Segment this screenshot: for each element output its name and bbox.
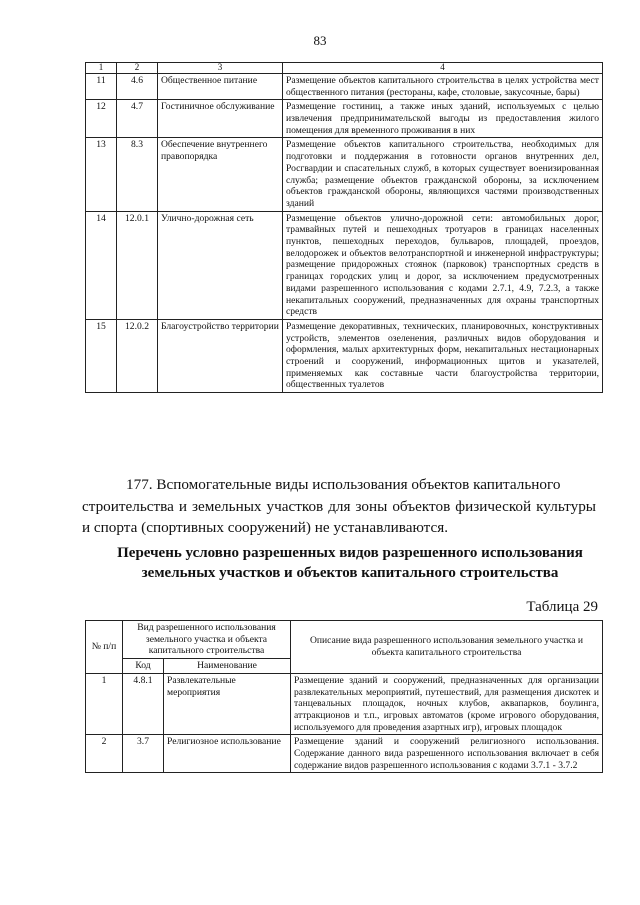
column-header-3: 3	[158, 63, 283, 74]
row-code: 8.3	[117, 138, 158, 211]
table-row	[86, 138, 603, 211]
row-name: Улично-дорожная сеть	[158, 211, 283, 319]
row-number: 1	[86, 673, 123, 735]
row-description: Размещение декоративных, технических, планировочных, конструктивных устройств, элементов озеленения, различных видов оборудования и оформления, малых архитектурных форм, некапитальных нестационарных строений и сооружений, информационных щитов и указателей, применяемых как составные части благоустройства территории, общественных туалетов	[283, 319, 603, 392]
paragraph-first-line: 177. Вспомогательные виды использования объектов капитального	[126, 476, 561, 493]
row-number: 15	[86, 319, 117, 392]
row-description: Размещение объектов капитального строительства в целях устройства мест общественного питания (рестораны, кафе, столовые, закусочные, бары)	[283, 73, 603, 99]
row-number: 12	[86, 100, 117, 138]
heading-line-1: Перечень условно разрешенных видов разрешенного использования	[117, 545, 583, 561]
row-code: 4.6	[117, 73, 158, 99]
row-code: 4.8.1	[123, 673, 164, 735]
table-row	[86, 319, 603, 392]
row-description: Размещение гостиниц, а также иных зданий, используемых с целью извлечения предпринимательской выгоды из предоставления жилого помещения для временного проживания в них	[283, 100, 603, 138]
row-description: Размещение зданий и сооружений, предназначенных для организации развлекательных мероприятий, путешествий, для размещения дискотек и танцевальных площадок, ночных клубов, аквапарков, боулинга, аттракционов и т.п., игровых автоматов (кроме игрового оборудования, используемого для проведения азартных игр), игровых площадок	[291, 673, 603, 735]
clause-177-paragraph	[82, 474, 596, 539]
row-number: 14	[86, 211, 117, 319]
table-row	[86, 735, 603, 773]
row-name: Гостиничное обслуживание	[158, 100, 283, 138]
row-code: 12.0.1	[117, 211, 158, 319]
table-header-row	[86, 621, 603, 659]
row-number: 2	[86, 735, 123, 773]
header-code: Код	[123, 659, 164, 674]
row-code: 3.7	[123, 735, 164, 773]
section-heading	[90, 544, 610, 583]
row-number: 13	[86, 138, 117, 211]
row-name: Развлекательные мероприятия	[164, 673, 291, 735]
header-use-type-group: Вид разрешенного использования земельного участка и объекта капитального строительства	[123, 621, 291, 659]
table-caption: Таблица 29	[526, 599, 598, 615]
paragraph-continuation: строительства и земельных участков для зоны объектов физической культуры и спорта (спортивных сооружений) не устанавливаются.	[82, 497, 596, 537]
row-name: Религиозное использование	[164, 735, 291, 773]
page-number: 83	[313, 33, 327, 48]
header-number: № п/п	[86, 621, 123, 674]
column-header-2: 2	[117, 63, 158, 74]
table-row	[86, 100, 603, 138]
row-description: Размещение объектов капитального строительства, необходимых для подготовки и поддержания в готовности органов внутренних дел, Росгвардии и спасательных служб, в которых существует военизированная служба; размещение объектов гражданской обороны, за исключением объектов гражданской обороны, являющихся частями производственных зданий	[283, 138, 603, 211]
row-name: Благоустройство территории	[158, 319, 283, 392]
row-description: Размещение объектов улично-дорожной сети: автомобильных дорог, трамвайных путей и пешеходных тротуаров в границах населенных пунктов, пешеходных переходов, бульваров, площадей, проездов, велодорожек и объектов велотранспортной и инженерной инфраструктуры; размещение придорожных стоянок (парковок) транспортных средств в границах городских улиц и дорог, за исключением предусмотренных видами разрешенного использования с кодами 2.7.1, 4.9, 7.2.3, а также некапитальных сооружений, предназначенных для охраны транспортных средств	[283, 211, 603, 319]
row-name: Общественное питание	[158, 73, 283, 99]
row-name: Обеспечение внутреннего правопорядка	[158, 138, 283, 211]
column-header-1: 1	[86, 63, 117, 74]
column-header-4: 4	[283, 63, 603, 74]
land-use-table-continued	[85, 62, 603, 393]
row-number: 11	[86, 73, 117, 99]
table-row	[86, 211, 603, 319]
header-name: Наименование	[164, 659, 291, 674]
row-code: 12.0.2	[117, 319, 158, 392]
table-header-row	[86, 63, 603, 74]
table-row	[86, 673, 603, 735]
table-row	[86, 73, 603, 99]
header-description: Описание вида разрешенного использования земельного участка и объекта капитального строительства	[291, 621, 603, 674]
conditional-use-table	[85, 620, 603, 773]
row-description: Размещение зданий и сооружений религиозного использования. Содержание данного вида разрешенного использования включает в себя содержание видов разрешенного использования с кодами 3.7.1 - 3.7.2	[291, 735, 603, 773]
row-code: 4.7	[117, 100, 158, 138]
heading-line-2: земельных участков и объектов капитального строительства	[141, 564, 559, 581]
